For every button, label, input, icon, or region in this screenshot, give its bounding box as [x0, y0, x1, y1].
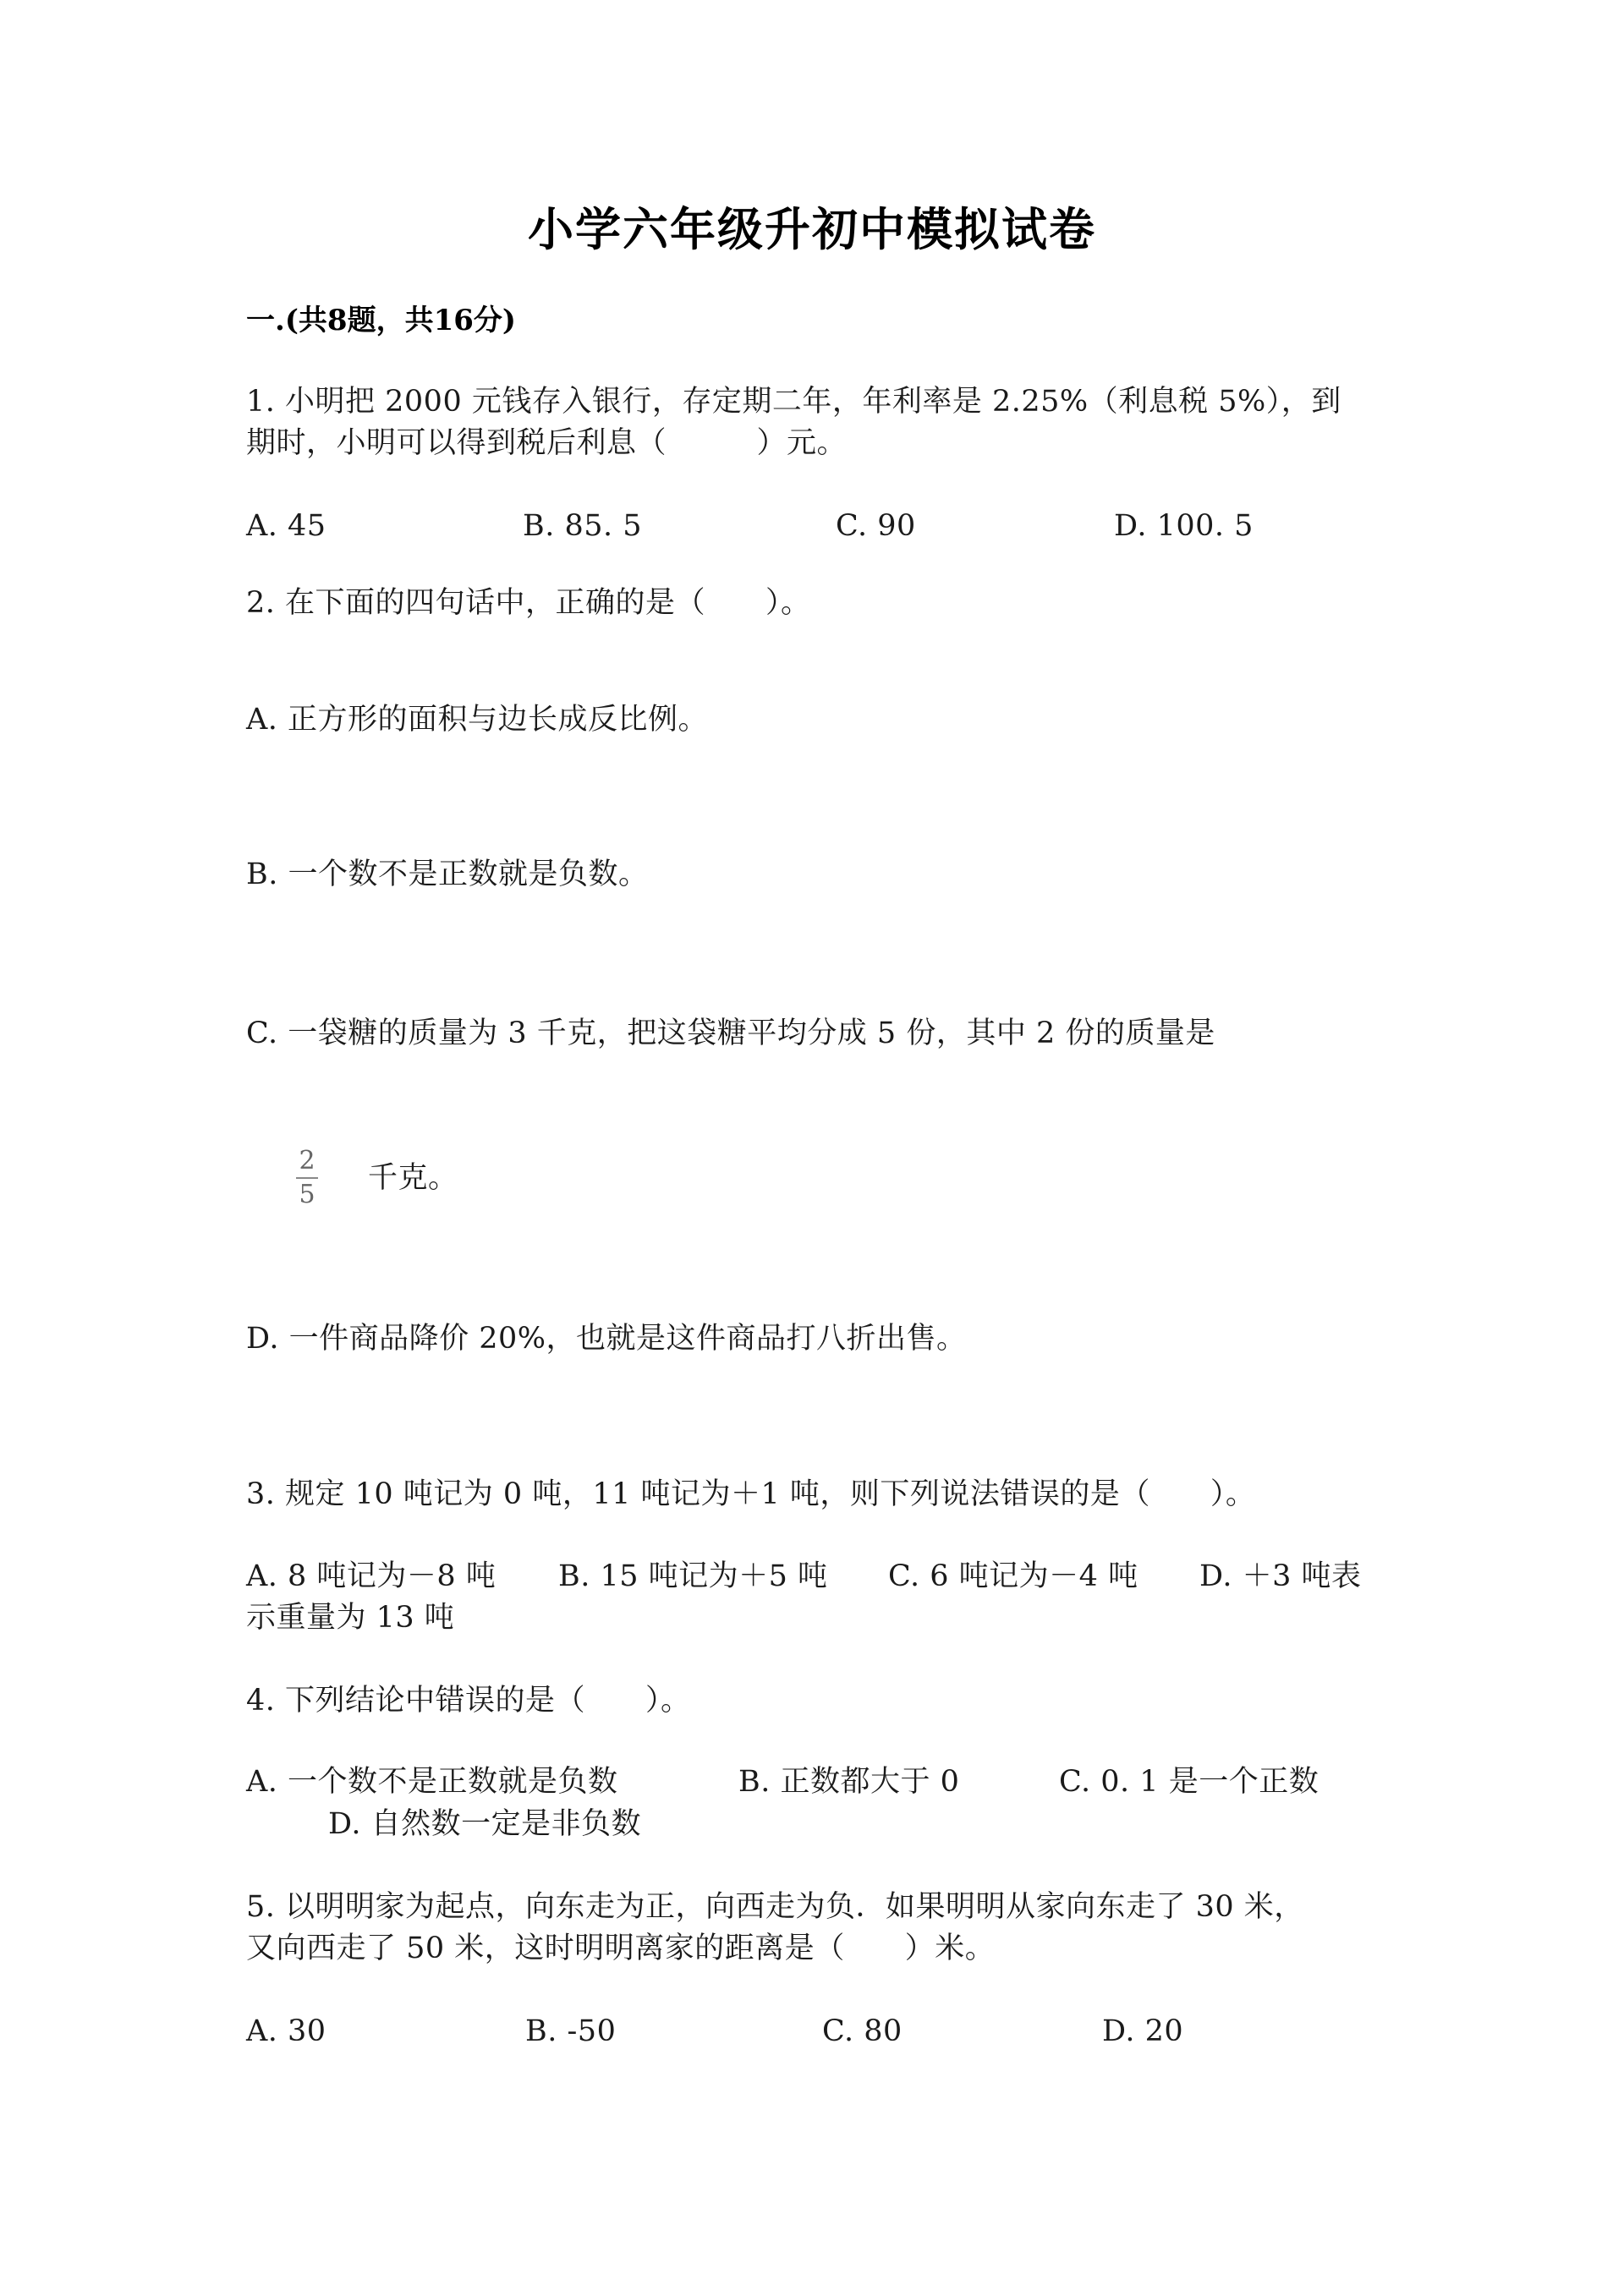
section-header: 一.(共8题，共16分)	[246, 304, 516, 337]
question-3-line-1: 3. 规定 10 吨记为 0 吨，11 吨记为＋1 吨，则下列说法错误的是（ ）。	[246, 1477, 1256, 1511]
question-4-option-c[interactable]: C. 0. 1 是一个正数	[1059, 1765, 1320, 1799]
question-2-option-b[interactable]: B. 一个数不是正数就是负数。	[246, 858, 649, 891]
question-5-option-b[interactable]: B. -50	[525, 2014, 617, 2048]
question-3-option-c[interactable]: C. 6 吨记为－4 吨	[888, 1559, 1138, 1593]
question-5-line-2: 又向西走了 50 米，这时明明离家的距离是（ ）米。	[246, 1932, 996, 1965]
question-4-line-1: 4. 下列结论中错误的是（ ）。	[246, 1684, 691, 1718]
question-4-option-a[interactable]: A. 一个数不是正数就是负数	[246, 1765, 618, 1799]
question-3-option-a[interactable]: A. 8 吨记为－8 吨	[246, 1559, 497, 1593]
question-1-line-1: 1. 小明把 2000 元钱存入银行，存定期二年，年利率是 2.25%（利息税 5%），到	[246, 385, 1341, 419]
question-2-option-c-suffix: 千克。	[368, 1161, 458, 1195]
fraction-two-fifths	[294, 1148, 320, 1208]
question-5-option-c[interactable]: C. 80	[822, 2014, 903, 2048]
question-3-option-d-continuation: 示重量为 13 吨	[246, 1601, 455, 1635]
question-1-option-a[interactable]: A. 45	[246, 509, 326, 543]
question-1-option-b[interactable]: B. 85. 5	[523, 509, 643, 543]
question-2-option-a[interactable]: A. 正方形的面积与边长成反比例。	[246, 703, 709, 737]
question-5-option-a[interactable]: A. 30	[246, 2014, 326, 2048]
question-4-option-d[interactable]: D. 自然数一定是非负数	[328, 1807, 642, 1841]
question-5-option-d[interactable]: D. 20	[1102, 2014, 1184, 2048]
fraction-numerator: 2	[299, 1146, 315, 1175]
question-1-line-2: 期时，小明可以得到税后利息（ ）元。	[246, 426, 848, 460]
question-1-option-c[interactable]: C. 90	[836, 509, 916, 543]
question-4-option-b[interactable]: B. 正数都大于 0	[738, 1765, 960, 1799]
question-3-option-d[interactable]: D. ＋3 吨表	[1199, 1559, 1362, 1593]
question-1-option-d[interactable]: D. 100. 5	[1114, 509, 1254, 543]
question-3-option-b[interactable]: B. 15 吨记为＋5 吨	[558, 1559, 828, 1593]
question-5-line-1: 5. 以明明家为起点，向东走为正，向西走为负．如果明明从家向东走了 30 米，	[246, 1890, 1304, 1924]
question-2-option-c[interactable]: C. 一袋糖的质量为 3 千克，把这袋糖平均分成 5 份，其中 2 份的质量是	[246, 1016, 1215, 1050]
fraction-bar	[296, 1177, 318, 1179]
fraction-denominator: 5	[299, 1180, 315, 1209]
page-title: 小学六年级升初中模拟试卷	[528, 202, 1096, 256]
question-2-option-d[interactable]: D. 一件商品降价 20%，也就是这件商品打八折出售。	[246, 1322, 967, 1356]
question-2-line-1: 2. 在下面的四句话中，正确的是（ ）。	[246, 586, 811, 620]
